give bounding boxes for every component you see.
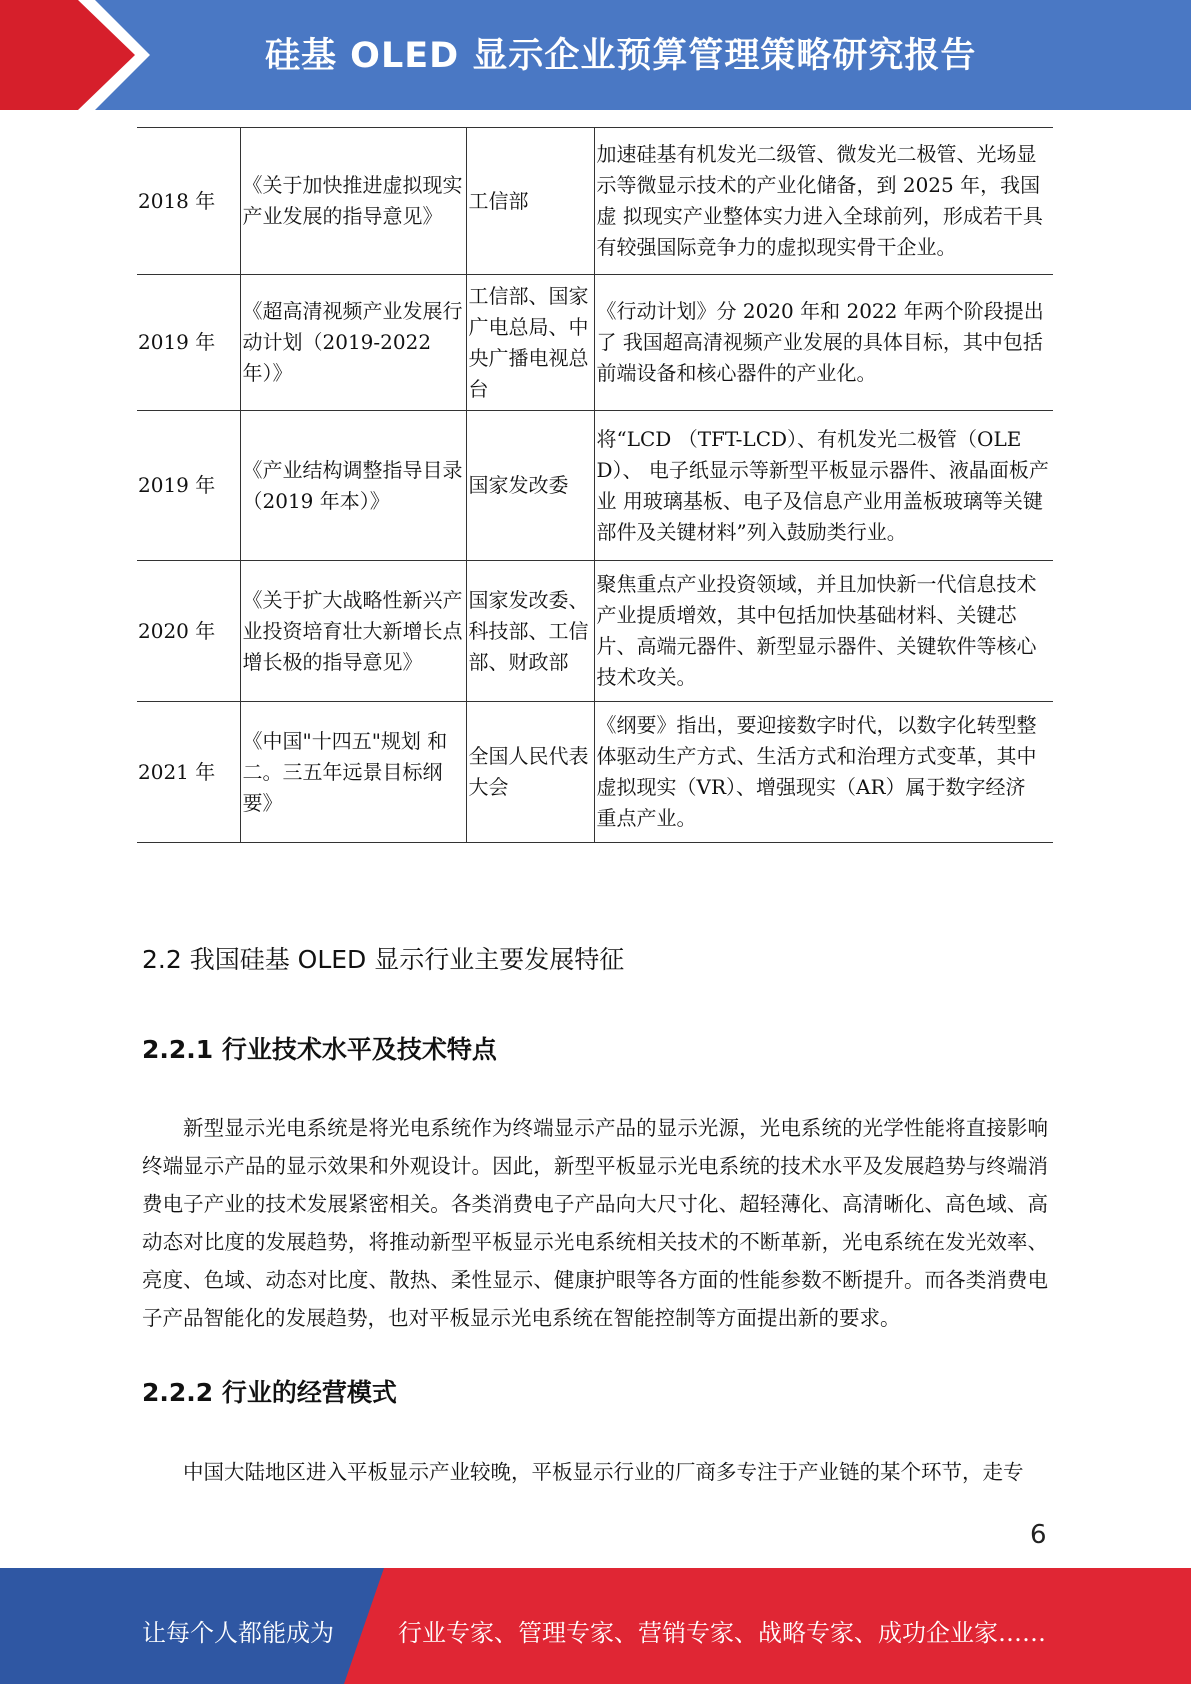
cell-department: 全国人民代表大会 bbox=[466, 702, 594, 843]
page-header bbox=[0, 0, 1191, 110]
policy-table bbox=[137, 127, 1053, 843]
subsection-heading: 2.2.2 行业的经营模式 bbox=[142, 1378, 397, 1407]
cell-department: 工信部、国家广电总局、中央广播电视总台 bbox=[466, 275, 594, 411]
table-row bbox=[137, 411, 1053, 561]
cell-document: 《中国"十四五"规划 和二。三五年远景目标纲要》 bbox=[240, 702, 466, 843]
cell-document: 《产业结构调整指导目录（2019 年本）》 bbox=[240, 411, 466, 561]
cell-department: 工信部 bbox=[466, 128, 594, 275]
body-paragraph: 新型显示光电系统是将光电系统作为终端显示产品的显示光源，光电系统的光学性能将直接影响终端显示产品的显示效果和外观设计。因此，新型平板显示光电系统的技术水平及发展趋势与终端消费电子产业的技术发展紧密相关。各类消费电子产品向大尺寸化、超轻薄化、高清晰化、高色域、高动态对比度的发展趋势，将推动新型平板显示光电系统相关技术的不断革新，光电系统在发光效率、亮度、色域、动态对比度、散热、柔性显示、健康护眼等各方面的性能参数不断提升。而各类消费电子产品智能化的发展趋势，也对平板显示光电系统在智能控制等方面提出新的要求。 bbox=[142, 1116, 1048, 1330]
cell-content: 聚焦重点产业投资领域，并且加快新一代信息技术产业提质增效，其中包括加快基础材料、关键芯 片、高端元器件、新型显示器件、关键软件等核心 技术攻关。 bbox=[594, 561, 1053, 702]
table-row bbox=[137, 561, 1053, 702]
section-heading: 2.2 我国硅基 OLED 显示行业主要发展特征 bbox=[142, 945, 625, 974]
cell-year: 2019 年 bbox=[137, 275, 240, 411]
cell-content: 《纲要》指出，要迎接数字时代，以数字化转型整 体驱动生产方式、生活方式和治理方式变革，其中 虚拟现实（VR）、增强现实（AR）属于数字经济 重点产业。 bbox=[594, 702, 1053, 843]
subsection-heading: 2.2.1 行业技术水平及技术特点 bbox=[142, 1035, 497, 1064]
cell-content: 加速硅基有机发光二级管、微发光二极管、光场显 示等微显示技术的产业化储备，到 2025 年，我国虚 拟现实产业整体实力进入全球前列，形成若干具 有较强国际竞争力的虚拟现实骨干企业。 bbox=[594, 128, 1053, 275]
cell-department: 国家发改委 bbox=[466, 411, 594, 561]
cell-year: 2020 年 bbox=[137, 561, 240, 702]
table-row bbox=[137, 275, 1053, 411]
cell-document: 《关于扩大战略性新兴产业投资培育壮大新增长点增长极的指导意见》 bbox=[240, 561, 466, 702]
cell-document: 《超高清视频产业发展行动计划（2019-2022 年）》 bbox=[240, 275, 466, 411]
cell-year: 2021 年 bbox=[137, 702, 240, 843]
footer-slogan-left: 让每个人都能成为 bbox=[142, 1619, 334, 1647]
header-chevron-decoration bbox=[0, 0, 160, 110]
table-row bbox=[137, 128, 1053, 275]
cell-year: 2019 年 bbox=[137, 411, 240, 561]
cell-content: 将“LCD （TFT-LCD）、有机发光二极管（OLED）、 电子纸显示等新型平板显示器件、液晶面板产业 用玻璃基板、电子及信息产业用盖板玻璃等关键 部件及关键材料”列入鼓励类行业。 bbox=[594, 411, 1053, 561]
cell-year: 2018 年 bbox=[137, 128, 240, 275]
cell-department: 国家发改委、科技部、工信部、财政部 bbox=[466, 561, 594, 702]
table-row bbox=[137, 702, 1053, 843]
page-number: 6 bbox=[1030, 1520, 1047, 1550]
page-footer bbox=[0, 1568, 1191, 1684]
body-paragraph: 中国大陆地区进入平板显示产业较晚，平板显示行业的厂商多专注于产业链的某个环节，走专 bbox=[183, 1460, 1024, 1484]
report-title: 硅基 OLED 显示企业预算管理策略研究报告 bbox=[265, 36, 977, 76]
cell-content: 《行动计划》分 2020 年和 2022 年两个阶段提出了 我国超高清视频产业发展的具体目标，其中包括 前端设备和核心器件的产业化。 bbox=[594, 275, 1053, 411]
cell-document: 《关于加快推进虚拟现实产业发展的指导意见》 bbox=[240, 128, 466, 275]
footer-slogan-right: 行业专家、管理专家、营销专家、战略专家、成功企业家…… bbox=[398, 1619, 1046, 1647]
